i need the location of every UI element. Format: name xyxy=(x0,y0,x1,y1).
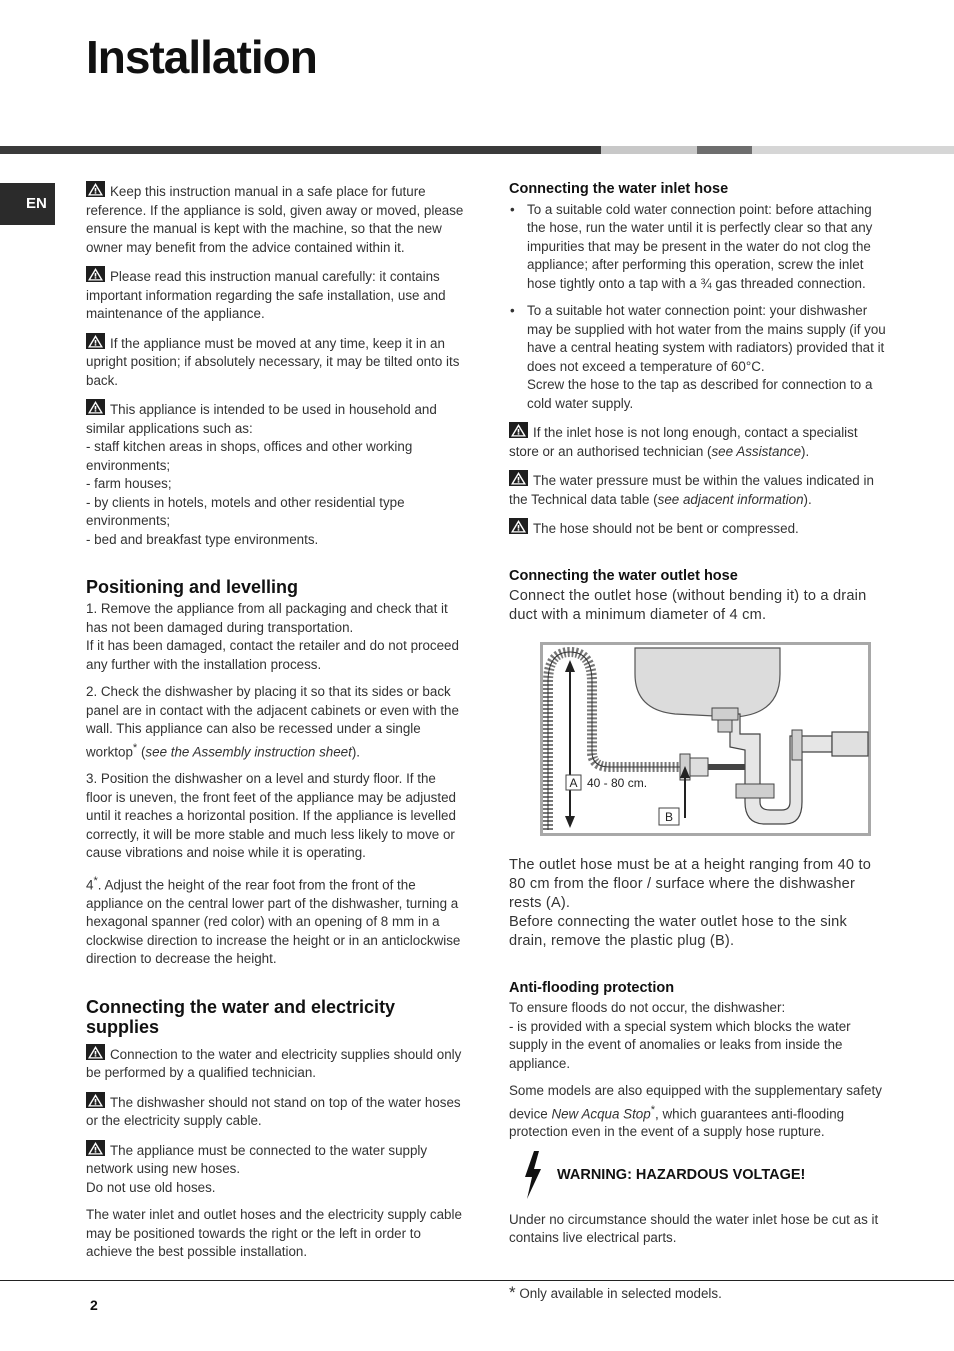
list-item: - by clients in hotels, motels and other residential type environments; xyxy=(86,494,405,528)
pipe-fitting xyxy=(712,708,738,720)
outlet-height-paragraph: The outlet hose must be at a height ranging from 40 to 80 cm from the floor / surface where the dishwasher rests (A). Before connecting the water outlet hose to the sink drain, remove the plastic plug (B). xyxy=(509,856,872,949)
header-bar-dark xyxy=(0,146,601,154)
warning-triangle-icon xyxy=(509,470,528,486)
warning-paragraph: If the appliance must be moved at any time, keep it in an upright position; if absolutely necessary, it may be tilted onto its back. xyxy=(86,333,464,391)
height-range-label: 40 - 80 cm. xyxy=(587,776,648,790)
warning-paragraph: The dishwasher should not stand on top of the water hoses or the electricity supply cable. xyxy=(86,1092,464,1131)
positioning-step-4: 4*. Adjust the height of the rear foot from the front of the appliance on the central lower part of the dishwasher, turning a hexagonal spanner (red color) with an opening of 8 mm in a clockwise direction to increase the height or in an anticlockwise direction to decrease the height. xyxy=(86,874,461,967)
bullet-dot: • xyxy=(510,201,515,217)
hazard-warning-text: Under no circumstance should the water inlet hose be cut as it contains live electrical parts. xyxy=(509,1211,879,1246)
pipe-fitting xyxy=(736,784,774,798)
list-item: - staff kitchen areas in shops, offices and other working environments; xyxy=(86,439,413,473)
lightning-bolt-icon xyxy=(523,1151,543,1199)
label-a: A xyxy=(569,776,578,790)
hose-position-paragraph: The water inlet and outlet hoses and the electricity supply cable may be positioned towards the right or the left in order to achieve the best possible installation. xyxy=(86,1207,462,1260)
label-b: B xyxy=(664,810,674,824)
section-heading-positioning: Positioning and levelling xyxy=(86,577,299,597)
header-bar-mid xyxy=(697,146,752,154)
hose-connector xyxy=(690,758,708,776)
footer-rule xyxy=(0,1280,954,1281)
outlet-intro: Connect the outlet hose (without bending it) to a drain duct with a minimum diameter of 4 cm. xyxy=(509,588,867,623)
left-column xyxy=(86,181,464,1271)
warning-triangle-icon xyxy=(509,518,528,534)
warning-triangle-icon xyxy=(86,1044,105,1060)
household-paragraph: This appliance is intended to be used in household and similar applications such as: - staff kitchen areas in shops, offices and other working environments; - farm houses; - by clients in hotels, motels and other residential type environments; - bed and breakfast type environments. xyxy=(86,399,464,549)
warning-triangle-icon xyxy=(86,181,105,197)
warning-paragraph: Connection to the water and electricity supplies should only be performed by a qualified technician. xyxy=(86,1044,464,1083)
warning-triangle-icon xyxy=(86,266,105,282)
list-item: - farm houses; xyxy=(86,476,172,491)
warning-paragraph: The appliance must be connected to the water supply network using new hoses. Do not use old hoses. xyxy=(86,1140,464,1198)
positioning-step-2: 2. Check the dishwasher by placing it so that its sides or back panel are in contact with the adjacent cabinets or even with the wall. This appliance can also be recessed under a single worktop* (see the Assembly instruction sheet). xyxy=(86,684,459,759)
warning-paragraph: The hose should not be bent or compressed. xyxy=(509,518,887,539)
hazard-warning-title: WARNING: HAZARDOUS VOLTAGE! xyxy=(557,1166,806,1183)
warning-paragraph: Keep this instruction manual in a safe place for future reference. If the appliance is sold, given away or moved, please ensure the manual is kept with the machine, so that the new owner may benefit from the advice contained within it. xyxy=(86,181,464,257)
pipe-fitting xyxy=(718,720,732,732)
warning-triangle-icon xyxy=(86,333,105,349)
language-tab: EN xyxy=(0,183,55,225)
warning-paragraph: The water pressure must be within the values indicated in the Technical data table (see adjacent information). xyxy=(509,470,887,509)
list-item: • To a suitable cold water connection point: before attaching the hose, run the water until it is perfectly clear so that any impurities that may be present in the water do not clog the appliance; after performing this operation, screw the inlet hose tightly onto a tap with a ¾ gas threaded connection. xyxy=(510,201,873,291)
sink-basin xyxy=(635,648,780,717)
list-item: - bed and breakfast type environments. xyxy=(86,531,319,547)
drain-pipe xyxy=(832,732,868,756)
warning-paragraph: Please read this instruction manual carefully: it contains important information regarding the safe installation, use and maintenance of the appliance. xyxy=(86,266,464,324)
hazard-warning xyxy=(523,1151,887,1199)
footnote: * Only available in selected models. xyxy=(509,1282,722,1302)
pipe-fitting xyxy=(792,730,802,760)
antiflood-paragraph-1: To ensure floods do not occur, the dishwasher: - is provided with a special system which blocks the water supply in the event of anomalies or leaks from inside the appliance. xyxy=(509,1000,851,1071)
section-heading-inlet: Connecting the water inlet hose xyxy=(509,181,729,197)
antiflood-paragraph-2: Some models are also equipped with the supplementary safety device New Acqua Stop*, which guarantees anti-flooding protection even in the event of a supply hose rupture. xyxy=(509,1083,882,1140)
warning-triangle-icon xyxy=(86,1140,105,1156)
page-title: Installation xyxy=(86,31,317,83)
section-heading-antiflood: Anti-flooding protection xyxy=(509,979,675,996)
header-bar-light xyxy=(601,146,697,154)
warning-paragraph: If the inlet hose is not long enough, contact a specialist store or an authorised technician (see Assistance). xyxy=(509,422,887,461)
list-item: • To a suitable hot water connection point: your dishwasher may be supplied with hot water from the mains supply (if you have a central heating system with radiators) provided that it does not exceed a temperature of 60°C. Screw the hose to the tap as described for connection to a cold water supply. xyxy=(510,303,886,411)
warning-triangle-icon xyxy=(86,1092,105,1108)
right-column xyxy=(509,180,887,1312)
section-heading-outlet: Connecting the water outlet hose xyxy=(509,567,738,584)
warning-triangle-icon xyxy=(509,422,528,438)
outlet-hose-diagram xyxy=(540,642,871,836)
positioning-step-3: 3. Position the dishwasher on a level and sturdy floor. If the floor is uneven, the front feet of the appliance may be adjusted until it reaches a horizontal position. If the appliance is levelled correctly, it will be more stable and much less likely to move or cause vibrations and noise while it is operating. xyxy=(86,771,456,861)
warning-triangle-icon xyxy=(86,399,105,415)
page-number: 2 xyxy=(90,1297,98,1313)
bullet-dot: • xyxy=(510,303,515,318)
positioning-step-1: 1. Remove the appliance from all packaging and check that it has not been damaged during transportation. If it has been damaged, contact the retailer and do not proceed any further with the installation process. xyxy=(86,601,459,672)
header-bar-pale xyxy=(752,146,954,154)
section-heading-supplies: Connecting the water and electricity supplies xyxy=(86,996,396,1037)
